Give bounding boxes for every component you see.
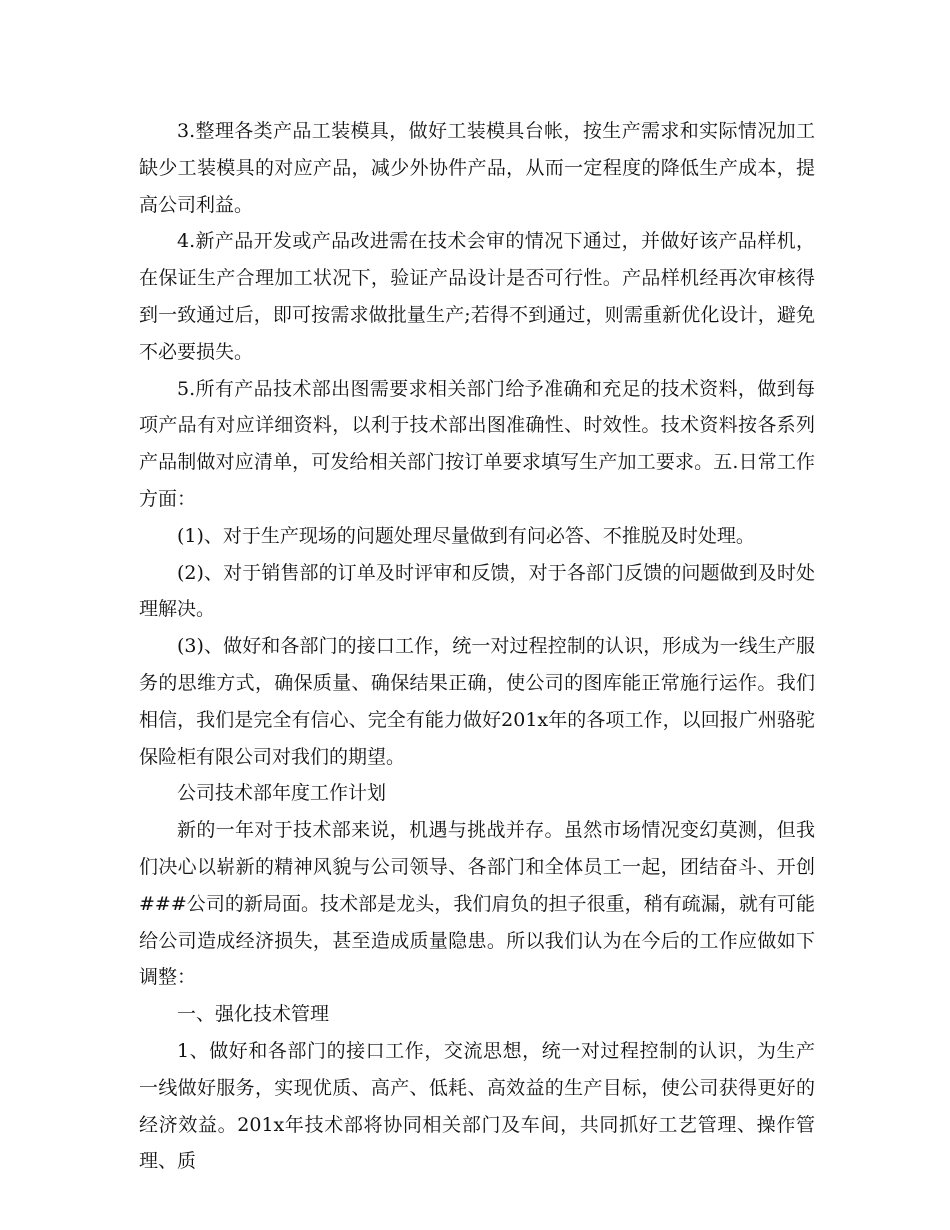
paragraph-item-1-interface: 1、做好和各部门的接口工作，交流思想，统一对过程控制的认识，为生产一线做好服务，实现优质、高产、低耗、高效益的生产目标，使公司获得更好的经济效益。201x年技术部将协同相关部门及车间，共同抓好工艺管理、操作管理、质 [139, 1039, 815, 1173]
section-heading-technical-management: 一、强化技术管理 [177, 1003, 330, 1026]
section-title: 公司技术部年度工作计划 [177, 782, 387, 805]
paragraph-subitem-2: (2)、对于销售部的订单及时评审和反馈，对于各部门反馈的问题做到及时处理解决。 [139, 561, 815, 621]
paragraph-subitem-3: (3)、做好和各部门的接口工作，统一对过程控制的认识，形成为一线生产服务的思维方式，确保质量、确保结果正确，使公司的图库能正常施行运作。我们相信，我们是完全有信心、完全有能力做好201x年的各项工作，以回报广州骆驼保险柜有限公司对我们的期望。 [139, 635, 815, 768]
paragraph-item-4-new-product: 4.新产品开发或产品改进需在技术会审的情况下通过，并做好该产品样机，在保证生产合理加工状况下，验证产品设计是否可行性。产品样机经再次审核得到一致通过后，即可按需求做批量生产;若得不到通过，则需重新优化设计，避免不必要损失。 [139, 230, 815, 363]
paragraph-item-5-drawings: 5.所有产品技术部出图需要求相关部门给予准确和充足的技术资料，做到每项产品有对应详细资料，以利于技术部出图准确性、时效性。技术资料按各系列产品制做对应清单，可发给相关部门按订单要求填写生产加工要求。五.日常工作方面： [139, 377, 815, 510]
intro-paragraph: 新的一年对于技术部来说，机遇与挑战并存。虽然市场情况变幻莫测，但我们决心以崭新的精神风貌与公司领导、各部门和全体员工一起，团结奋斗、开创###公司的新局面。技术部是龙头，我们肩负的担子很重，稍有疏漏，就有可能给公司造成经济损失，甚至造成质量隐患。所以我们认为在今后的工作应做如下调整： [139, 819, 815, 989]
document-body [139, 113, 815, 1180]
paragraph-subitem-1: (1)、对于生产现场的问题处理尽量做到有问必答、不推脱及时处理。 [177, 524, 755, 547]
paragraph-item-3-tooling: 3.整理各类产品工装模具，做好工装模具台帐，按生产需求和实际情况加工缺少工装模具的对应产品，减少外协件产品，从而一定程度的降低生产成本，提高公司利益。 [139, 120, 815, 216]
